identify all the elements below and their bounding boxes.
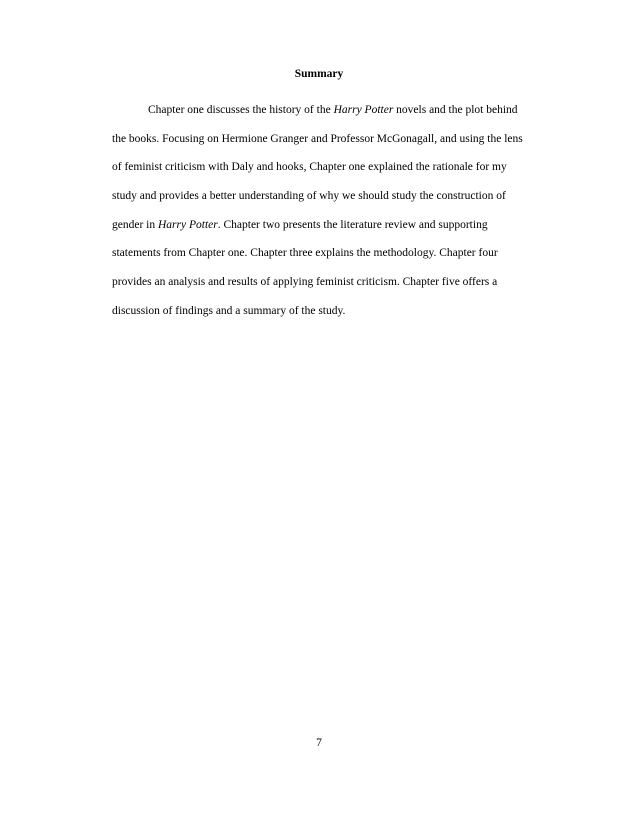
paragraph-line: of feminist criticism with Daly and hooks, Chapter one explained the rationale for my (112, 161, 507, 174)
summary-paragraph (112, 96, 552, 326)
line-text: novels and the plot behind (393, 104, 518, 116)
paragraph-line: provides an analysis and results of applying feminist criticism. Chapter five offers a (112, 276, 498, 289)
page-number: 7 (316, 737, 322, 749)
book-title-italic: Harry Potter (333, 104, 394, 116)
paragraph-line: discussion of findings and a summary of the study. (112, 304, 346, 317)
line-text: Chapter one discusses the history of the (148, 104, 334, 116)
line-text: gender in (112, 218, 158, 231)
paragraph-line (112, 211, 552, 240)
paragraph-line: study and provides a better understanding of why we should study the construction of (112, 190, 506, 203)
paragraph-line: statements from Chapter one. Chapter three explains the methodology. Chapter four (112, 247, 498, 260)
book-title-italic: Harry Potter (157, 218, 218, 231)
paragraph-line (112, 96, 552, 125)
paragraph-line: the books. Focusing on Hermione Granger and Professor McGonagall, and using the lens (112, 132, 523, 145)
line-text: . Chapter two presents the literature review and supporting (217, 218, 488, 231)
section-heading: Summary (294, 68, 344, 80)
